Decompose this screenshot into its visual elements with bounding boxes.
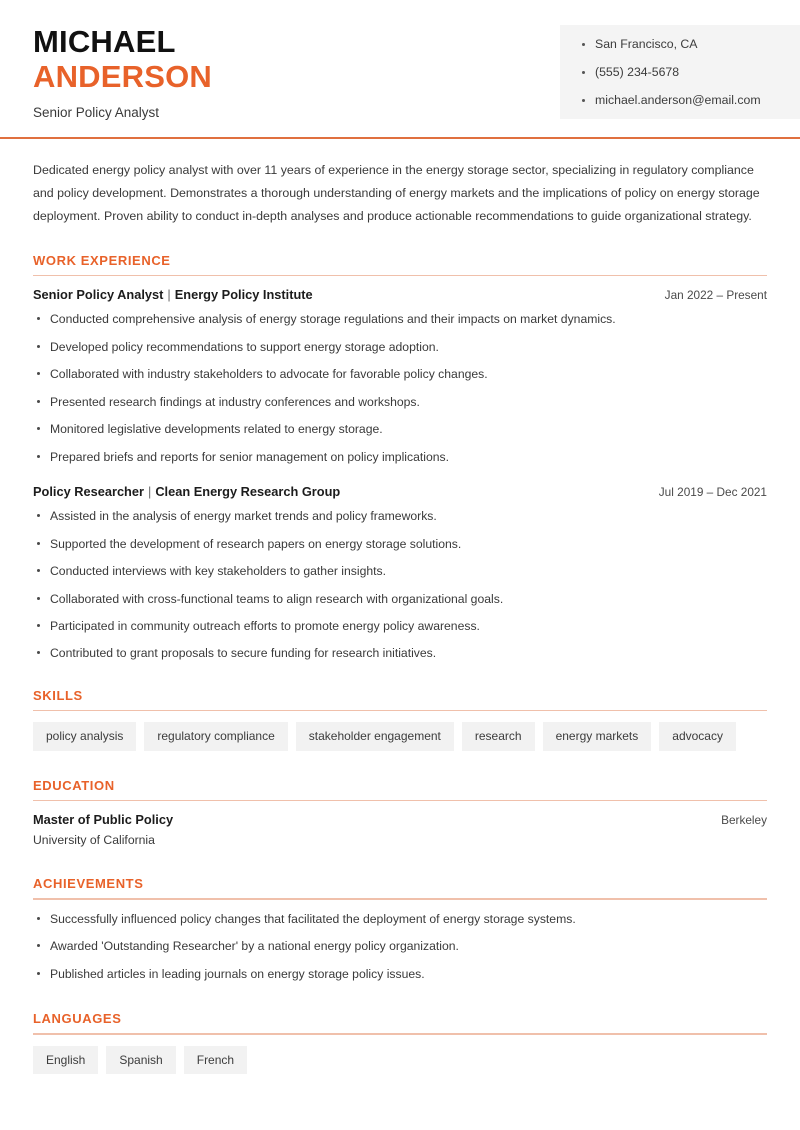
- header-divider: [0, 137, 800, 139]
- experience-bullets: [33, 311, 767, 465]
- language-chip: French: [184, 1046, 247, 1074]
- section-title-skills: SKILLS: [33, 687, 83, 703]
- skill-chip: regulatory compliance: [144, 722, 287, 750]
- bullet-item: Prepared briefs and reports for senior management on policy implications.: [33, 449, 767, 465]
- skills-chip-list: [33, 722, 767, 750]
- section-title-work-experience: WORK EXPERIENCE: [33, 252, 171, 268]
- resume-content: [0, 159, 800, 1074]
- bullet-item: Contributed to grant proposals to secure funding for research initiatives.: [33, 645, 767, 661]
- section-skills: [33, 688, 767, 751]
- bullet-item: Collaborated with cross-functional teams to align research with organizational goals.: [33, 591, 767, 607]
- achievements-list: [33, 911, 767, 982]
- experience-bullets: [33, 508, 767, 662]
- education-school: University of California: [33, 833, 155, 848]
- language-chip: English: [33, 1046, 98, 1074]
- experience-role: Senior Policy Analyst: [33, 287, 164, 303]
- experience-separator: |: [147, 484, 152, 500]
- languages-chip-list: [33, 1046, 767, 1074]
- experience-dates: Jul 2019 – Dec 2021: [658, 485, 767, 500]
- contact-location: San Francisco, CA: [582, 37, 800, 52]
- section-title-achievements: ACHIEVEMENTS: [33, 876, 144, 892]
- experience-company: Energy Policy Institute: [174, 287, 313, 303]
- resume-header: [0, 0, 800, 137]
- section-rule: [33, 800, 767, 802]
- experience-heading: [33, 287, 313, 302]
- section-rule: [33, 710, 767, 712]
- experience-heading: [33, 484, 340, 499]
- bullet-item: Presented research findings at industry conferences and workshops.: [33, 394, 767, 410]
- skill-chip: advocacy: [659, 722, 736, 750]
- section-rule: [33, 1033, 767, 1035]
- skill-chip: stakeholder engagement: [296, 722, 454, 750]
- professional-summary: Dedicated energy policy analyst with over 11 years of experience in the energy storage sector, specializing in regulatory compliance and policy development. Demonstrates a thorough understanding of energy markets and the implications of policy on energy storage deployment. Proven ability to conduct in-depth analyses and produce actionable recommendations to guide organizational strategy.: [33, 163, 760, 223]
- contact-email[interactable]: michael.anderson@email.com: [582, 93, 800, 108]
- contact-panel: [560, 25, 800, 119]
- name-first: MICHAEL: [33, 24, 176, 59]
- bullet-item: Successfully influenced policy changes that facilitated the deployment of energy storage systems.: [33, 911, 767, 927]
- bullet-item: Developed policy recommendations to support energy storage adoption.: [33, 339, 767, 355]
- identity-block: [0, 0, 212, 120]
- bullet-item: Collaborated with industry stakeholders to advocate for favorable policy changes.: [33, 366, 767, 382]
- experience-entry: [33, 287, 767, 465]
- bullet-item: Supported the development of research papers on energy storage solutions.: [33, 536, 767, 552]
- bullet-item: Awarded 'Outstanding Researcher' by a national energy policy organization.: [33, 938, 767, 954]
- contact-phone[interactable]: (555) 234-5678: [582, 65, 800, 80]
- section-education: [33, 778, 767, 848]
- section-title-education: EDUCATION: [33, 777, 115, 793]
- section-work-experience: [33, 253, 767, 662]
- skill-chip: energy markets: [543, 722, 652, 750]
- section-title-languages: LANGUAGES: [33, 1011, 122, 1027]
- experience-role: Policy Researcher: [33, 484, 144, 500]
- job-title: Senior Policy Analyst: [33, 105, 160, 121]
- section-rule: [33, 275, 767, 277]
- education-degree: Master of Public Policy: [33, 812, 174, 828]
- bullet-item: Conducted interviews with key stakeholders to gather insights.: [33, 563, 767, 579]
- experience-company: Clean Energy Research Group: [155, 484, 341, 500]
- name-last: ANDERSON: [33, 59, 213, 95]
- experience-dates: Jan 2022 – Present: [664, 288, 767, 303]
- bullet-item: Participated in community outreach efforts to promote energy policy awareness.: [33, 618, 767, 634]
- contact-list: [582, 37, 800, 107]
- language-chip: Spanish: [106, 1046, 175, 1074]
- section-achievements: [33, 876, 767, 982]
- education-location: Berkeley: [721, 813, 767, 828]
- bullet-item: Assisted in the analysis of energy market trends and policy frameworks.: [33, 508, 767, 524]
- section-rule: [33, 898, 767, 900]
- education-entry: [33, 812, 767, 847]
- bullet-item: Monitored legislative developments related to energy storage.: [33, 421, 767, 437]
- skill-chip: policy analysis: [33, 722, 136, 750]
- bullet-item: Published articles in leading journals on energy storage policy issues.: [33, 966, 767, 982]
- experience-separator: |: [167, 287, 171, 303]
- experience-entry: [33, 484, 767, 662]
- bullet-item: Conducted comprehensive analysis of energy storage regulations and their impacts on market dynamics.: [33, 311, 767, 327]
- skill-chip: research: [462, 722, 535, 750]
- section-languages: [33, 1011, 767, 1074]
